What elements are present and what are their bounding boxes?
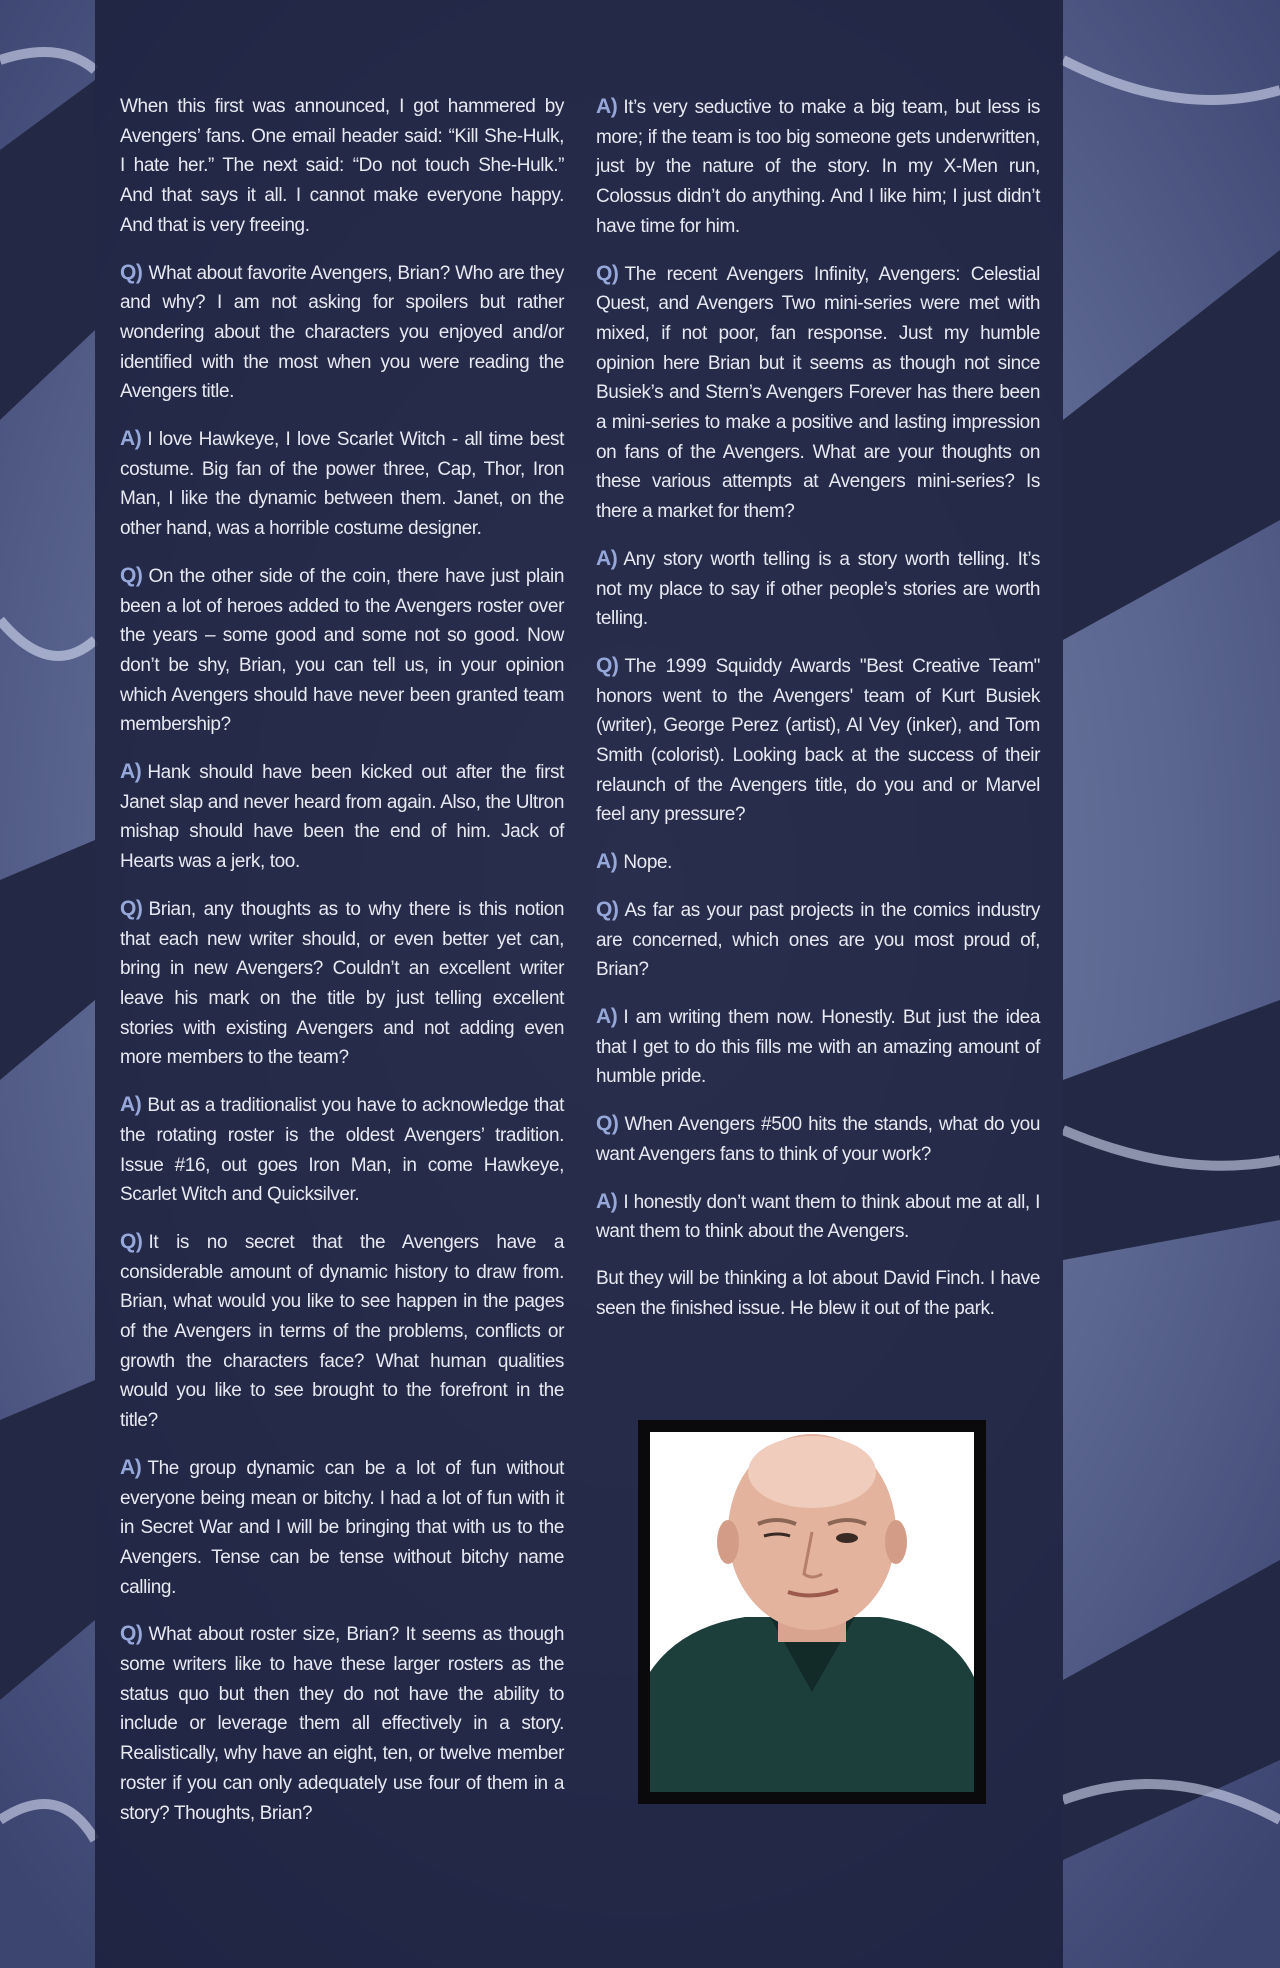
paragraph-text: But they will be thinking a lot about David Finch. I have seen the finished issue. He blew it out of the park.: [596, 1267, 1040, 1319]
interview-column-right: [596, 92, 1040, 1340]
answer-marker: A): [120, 1455, 142, 1479]
answer-marker: A): [120, 427, 142, 451]
answer-text: But as a traditionalist you have to acknowledge that the rotating roster is the oldest Avengers’ tradition. Issue #16, out goes Iron Man, in come Hawkeye, Scarlet Witch and Quicksilver.: [120, 1095, 564, 1206]
question-paragraph: [120, 561, 564, 740]
question-marker: Q): [596, 261, 619, 285]
answer-marker: A): [596, 546, 618, 570]
question-text: The 1999 Squiddy Awards "Best Creative Team" honors went to the Avengers' team of Kurt Busiek (writer), George Perez (artist), Al Vey (inker), and Tom Smith (colorist). Looking back at the success of their relaunch of the Avengers title, do you and or Marvel feel any pressure?: [596, 655, 1040, 826]
question-paragraph: [120, 894, 564, 1073]
answer-paragraph: [120, 1453, 564, 1603]
paragraph-text: When this first was announced, I got hammered by Avengers’ fans. One email header said: “Kill She-Hulk, I hate her.” The next said: “Do not touch She-Hulk.” And that says it all. I cannot make everyone happy. And that is very freeing.: [120, 96, 564, 236]
question-marker: Q): [120, 260, 143, 284]
question-text: The recent Avengers Infinity, Avengers: Celestial Quest, and Avengers Two mini-series were met with mixed, if not poor, fan response. Just my humble opinion here Brian but it seems as though not since Busiek’s and Stern’s Avengers Forever has there been a mini-series to make a positive and lasting impression on fans of the Avengers. What are your thoughts on these various attempts at Avengers mini-series? Is there a market for them?: [596, 263, 1040, 523]
question-text: What about roster size, Brian? It seems as though some writers like to have these larger rosters as the status quo but then they do not have the ability to include or leverage them all effectively in a story. Realistically, why have an eight, ten, or twelve member roster if you can only adequately use four of them in a story? Thoughts, Brian?: [120, 1624, 564, 1824]
answer-paragraph: [120, 757, 564, 877]
author-photo: [650, 1432, 974, 1792]
question-paragraph: [596, 651, 1040, 830]
answer-marker: A): [120, 760, 142, 784]
interview-column-left: [120, 92, 564, 1845]
answer-paragraph: [596, 1187, 1040, 1247]
answer-text: The group dynamic can be a lot of fun without everyone being mean or bitchy. I had a lot of fun with it in Secret War and I will be bringing that with us to the Avengers. Tense can be tense without bitchy name calling.: [120, 1457, 564, 1598]
answer-paragraph: [596, 92, 1040, 242]
question-text: Brian, any thoughts as to why there is this notion that each new writer should, or even better yet can, bring in new Avengers? Couldn’t an excellent writer leave his mark on the title by just telling excellent stories with existing Avengers and not adding even more members to the team?: [120, 898, 564, 1069]
answer-paragraph: [596, 1002, 1040, 1092]
question-paragraph: [120, 1227, 564, 1436]
author-photo-frame: [638, 1420, 986, 1804]
question-paragraph: [596, 1109, 1040, 1169]
answer-marker: A): [596, 1189, 618, 1213]
answer-marker: A): [596, 95, 618, 118]
question-paragraph: [120, 258, 564, 408]
question-paragraph: [596, 259, 1040, 527]
paragraph: [120, 92, 564, 241]
question-marker: Q): [596, 653, 619, 677]
question-marker: Q): [596, 1112, 619, 1136]
question-marker: Q): [120, 896, 143, 920]
paragraph: [596, 1264, 1040, 1323]
answer-marker: A): [596, 850, 618, 874]
question-marker: Q): [120, 1622, 143, 1646]
answer-text: Any story worth telling is a story worth telling. It’s not my place to say if other people’s stories are worth telling.: [596, 548, 1040, 630]
question-text: On the other side of the coin, there have just plain been a lot of heroes added to the Avengers roster over the years – some good and some not so good. Now don’t be shy, Brian, you can tell us, in your opinion which Avengers should have never been granted team membership?: [120, 565, 564, 736]
answer-marker: A): [120, 1093, 142, 1117]
answer-text: I honestly don’t want them to think about me at all, I want them to think about the Avengers.: [596, 1191, 1040, 1243]
question-text: When Avengers #500 hits the stands, what do you want Avengers fans to think of your work?: [596, 1114, 1040, 1165]
answer-paragraph: [120, 1090, 564, 1210]
answer-marker: A): [596, 1004, 618, 1028]
question-paragraph: [120, 1619, 564, 1828]
answer-paragraph: [596, 847, 1040, 878]
answer-paragraph: [596, 544, 1040, 634]
question-paragraph: [596, 895, 1040, 985]
answer-text: Hank should have been kicked out after the first Janet slap and never heard from again. Also, the Ultron mishap should have been the end of him. Jack of Hearts was a jerk, too.: [120, 762, 564, 873]
answer-text: Nope.: [623, 852, 673, 874]
question-marker: Q): [120, 563, 143, 587]
question-text: It is no secret that the Avengers have a considerable amount of dynamic history to draw from. Brian, what would you like to see happen in the pages of the Avengers in terms of the problems, conflicts or growth the characters face? What human qualities would you like to see brought to the forefront in the title?: [120, 1231, 564, 1432]
answer-text: I am writing them now. Honestly. But just the idea that I get to do this fills me with an amazing amount of humble pride.: [596, 1006, 1040, 1088]
question-text: As far as your past projects in the comics industry are concerned, which ones are you most proud of, Brian?: [596, 899, 1040, 981]
question-text: What about favorite Avengers, Brian? Who are they and why? I am not asking for spoilers but rather wondering about the characters you enjoyed and/or identified with the most when you were reading the Avengers title.: [120, 262, 564, 403]
answer-text: I love Hawkeye, I love Scarlet Witch - all time best costume. Big fan of the power three, Cap, Thor, Iron Man, I like the dynamic between them. Janet, on the other hand, was a horrible costume designer.: [120, 429, 564, 540]
answer-paragraph: [120, 424, 564, 544]
question-marker: Q): [120, 1229, 143, 1253]
answer-text: It’s very seductive to make a big team, but less is more; if the team is too big someone gets underwritten, just by the nature of the story. In my X-Men run, Colossus didn’t do anything. And I like him; I just didn’t have time for him.: [596, 97, 1040, 237]
question-marker: Q): [596, 897, 619, 921]
